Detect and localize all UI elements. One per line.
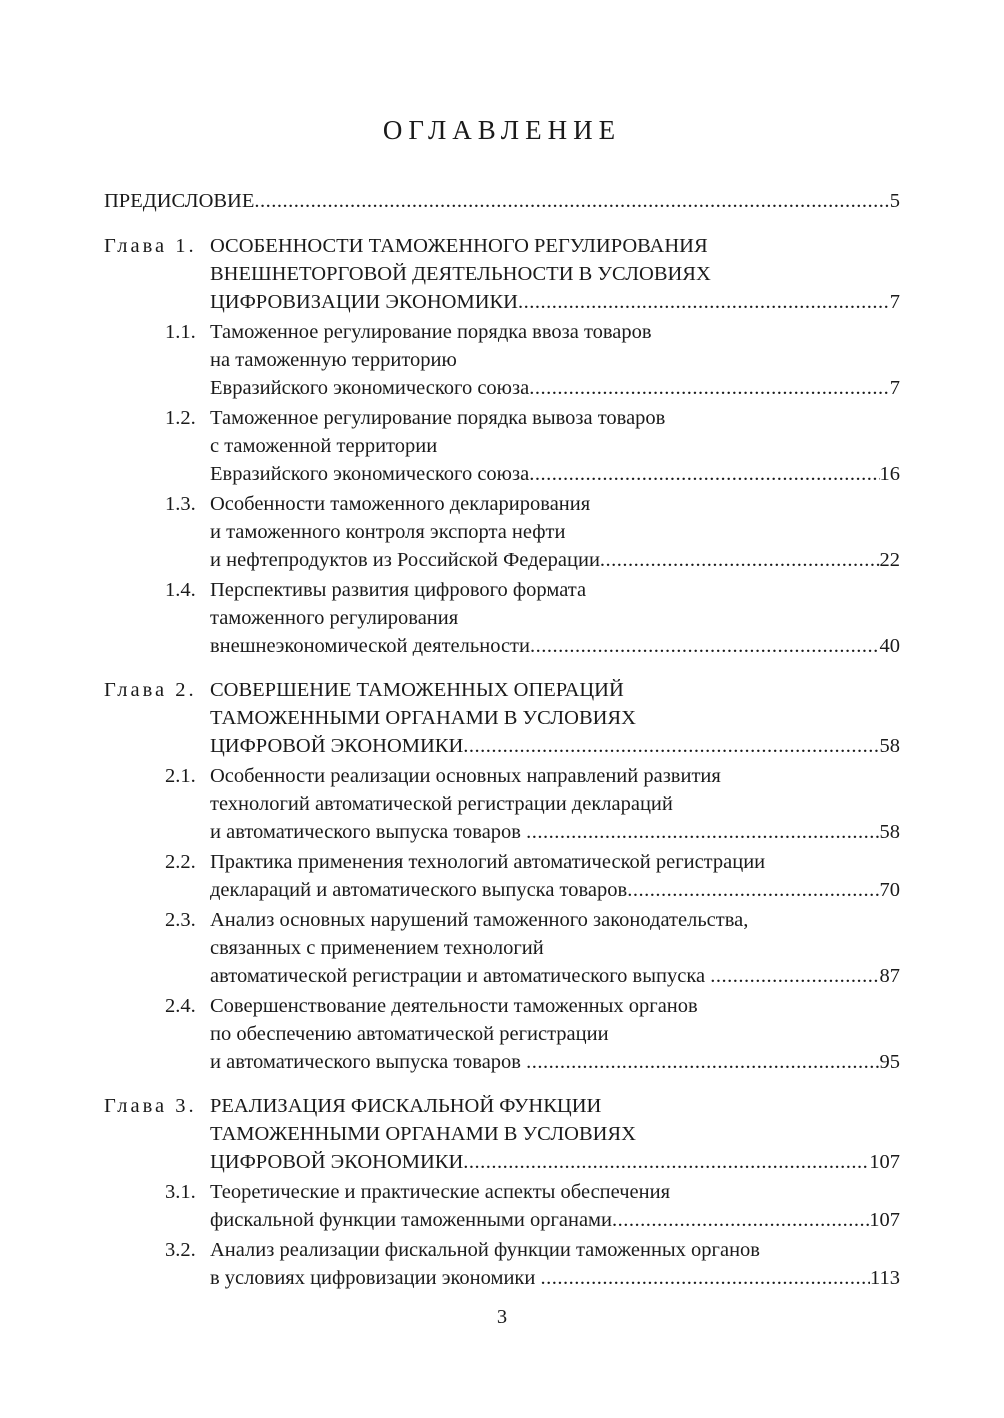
dot-leader bbox=[600, 546, 880, 574]
chapter-title-line[interactable]: ТАМОЖЕННЫМИ ОРГАНАМИ В УСЛОВИЯХ bbox=[210, 707, 636, 729]
chapter-label: Глава 2. bbox=[104, 679, 197, 701]
section-title-line[interactable]: технологий автоматической регистрации деклараций bbox=[210, 793, 673, 815]
section-title-line[interactable]: Практика применения технологий автоматической регистрации bbox=[210, 851, 766, 873]
toc-entry-section-3-2[interactable]: в условиях цифровизации экономики ..... 113 bbox=[210, 1264, 900, 1292]
toc-page-ref: 22 bbox=[879, 549, 900, 571]
section-title-line[interactable]: Перспективы развития цифрового формата bbox=[210, 579, 587, 601]
toc-page-ref: 107 bbox=[869, 1209, 900, 1231]
dot-leader bbox=[541, 1264, 871, 1292]
toc-page-ref: 87 bbox=[879, 965, 900, 987]
dot-leader bbox=[526, 1048, 879, 1076]
toc-page-ref: 7 bbox=[889, 291, 900, 313]
section-number: 3.2. bbox=[165, 1239, 196, 1261]
toc-entry-text: ПРЕДИСЛОВИЕ bbox=[104, 190, 255, 212]
toc-entry-section-1-2[interactable]: Евразийского экономического союза ..... 16 bbox=[210, 460, 900, 488]
toc-entry-section-3-1[interactable]: фискальной функции таможенными органами ..... 107 bbox=[210, 1206, 900, 1234]
toc-page-ref: 40 bbox=[879, 635, 900, 657]
section-number: 1.2. bbox=[165, 407, 196, 429]
toc-page-ref: 5 bbox=[889, 190, 900, 212]
dot-leader bbox=[710, 962, 879, 990]
dot-leader bbox=[529, 460, 879, 488]
toc-page-ref: 113 bbox=[870, 1267, 900, 1289]
toc-page-ref: 16 bbox=[879, 463, 900, 485]
toc-entry-section-2-1[interactable]: и автоматического выпуска товаров ..... 58 bbox=[210, 818, 900, 846]
section-title-line[interactable]: на таможенную территорию bbox=[210, 349, 457, 371]
chapter-title-line[interactable]: РЕАЛИЗАЦИЯ ФИСКАЛЬНОЙ ФУНКЦИИ bbox=[210, 1095, 602, 1117]
toc-page-ref: 58 bbox=[879, 821, 900, 843]
dot-leader bbox=[518, 288, 890, 316]
chapter-title-line[interactable]: СОВЕРШЕНИЕ ТАМОЖЕННЫХ ОПЕРАЦИЙ bbox=[210, 679, 624, 701]
section-number: 1.4. bbox=[165, 579, 196, 601]
section-number: 1.1. bbox=[165, 321, 196, 343]
dot-leader bbox=[463, 732, 879, 760]
toc-page-ref: 7 bbox=[889, 377, 900, 399]
toc-entry-section-1-3[interactable]: и нефтепродуктов из Российской Федерации ..... 22 bbox=[210, 546, 900, 574]
toc-entry-section-2-4[interactable]: и автоматического выпуска товаров ..... 95 bbox=[210, 1048, 900, 1076]
section-title-line[interactable]: Особенности таможенного декларирования bbox=[210, 493, 591, 515]
toc-entry-section-2-2[interactable]: деклараций и автоматического выпуска товаров ..... 70 bbox=[210, 876, 900, 904]
dot-leader bbox=[526, 818, 879, 846]
section-title-line[interactable]: и таможенного контроля экспорта нефти bbox=[210, 521, 566, 543]
section-number: 2.2. bbox=[165, 851, 196, 873]
chapter-label: Глава 3. bbox=[104, 1095, 197, 1117]
section-title-line[interactable]: Особенности реализации основных направлений развития bbox=[210, 765, 721, 787]
dot-leader bbox=[254, 187, 889, 215]
chapter-title-line[interactable]: ВНЕШНЕТОРГОВОЙ ДЕЯТЕЛЬНОСТИ В УСЛОВИЯХ bbox=[210, 263, 711, 285]
toc-entry-section-2-3[interactable]: автоматической регистрации и автоматического выпуска ..... 87 bbox=[210, 962, 900, 990]
dot-leader bbox=[612, 1206, 869, 1234]
toc-page-ref: 58 bbox=[879, 735, 900, 757]
section-number: 2.3. bbox=[165, 909, 196, 931]
section-title-line[interactable]: таможенного регулирования bbox=[210, 607, 459, 629]
section-number: 3.1. bbox=[165, 1181, 196, 1203]
section-title-line[interactable]: связанных с применением технологий bbox=[210, 937, 544, 959]
toc-entry-section-1-4[interactable]: внешнеэкономической деятельности ..... 40 bbox=[210, 632, 900, 660]
section-number: 2.4. bbox=[165, 995, 196, 1017]
page-number: 3 bbox=[496, 1306, 508, 1328]
dot-leader bbox=[627, 876, 879, 904]
page-title: ОГЛАВЛЕНИЕ bbox=[382, 115, 622, 145]
section-title-line[interactable]: Таможенное регулирование порядка ввоза товаров bbox=[210, 321, 652, 343]
chapter-title-line[interactable]: ОСОБЕННОСТИ ТАМОЖЕННОГО РЕГУЛИРОВАНИЯ bbox=[210, 235, 708, 257]
toc-entry-chapter-3[interactable]: ЦИФРОВОЙ ЭКОНОМИКИ ..... 107 bbox=[210, 1148, 900, 1176]
toc-entry-section-1-1[interactable]: Евразийского экономического союза ..... 7 bbox=[210, 374, 900, 402]
dot-leader bbox=[529, 374, 890, 402]
dot-leader bbox=[530, 632, 880, 660]
section-title-line[interactable]: Анализ основных нарушений таможенного законодательства, bbox=[210, 909, 749, 931]
dot-leader bbox=[463, 1148, 869, 1176]
toc-entry-preface[interactable] bbox=[104, 187, 900, 215]
toc-entry-chapter-1[interactable]: ЦИФРОВИЗАЦИИ ЭКОНОМИКИ ..... 7 bbox=[210, 288, 900, 316]
toc-page-ref: 70 bbox=[879, 879, 900, 901]
chapter-label: Глава 1. bbox=[104, 235, 197, 257]
chapter-title-line[interactable]: ТАМОЖЕННЫМИ ОРГАНАМИ В УСЛОВИЯХ bbox=[210, 1123, 636, 1145]
section-title-line[interactable]: Таможенное регулирование порядка вывоза товаров bbox=[210, 407, 666, 429]
section-title-line[interactable]: Теоретические и практические аспекты обеспечения bbox=[210, 1181, 671, 1203]
section-number: 2.1. bbox=[165, 765, 196, 787]
toc-page-ref: 107 bbox=[869, 1151, 900, 1173]
toc-page-ref: 95 bbox=[879, 1051, 900, 1073]
section-title-line[interactable]: с таможенной территории bbox=[210, 435, 438, 457]
section-number: 1.3. bbox=[165, 493, 196, 515]
section-title-line[interactable]: по обеспечению автоматической регистрации bbox=[210, 1023, 609, 1045]
toc-entry-chapter-2[interactable]: ЦИФРОВОЙ ЭКОНОМИКИ ..... 58 bbox=[210, 732, 900, 760]
section-title-line[interactable]: Анализ реализации фискальной функции таможенных органов bbox=[210, 1239, 760, 1261]
section-title-line[interactable]: Совершенствование деятельности таможенных органов bbox=[210, 995, 698, 1017]
